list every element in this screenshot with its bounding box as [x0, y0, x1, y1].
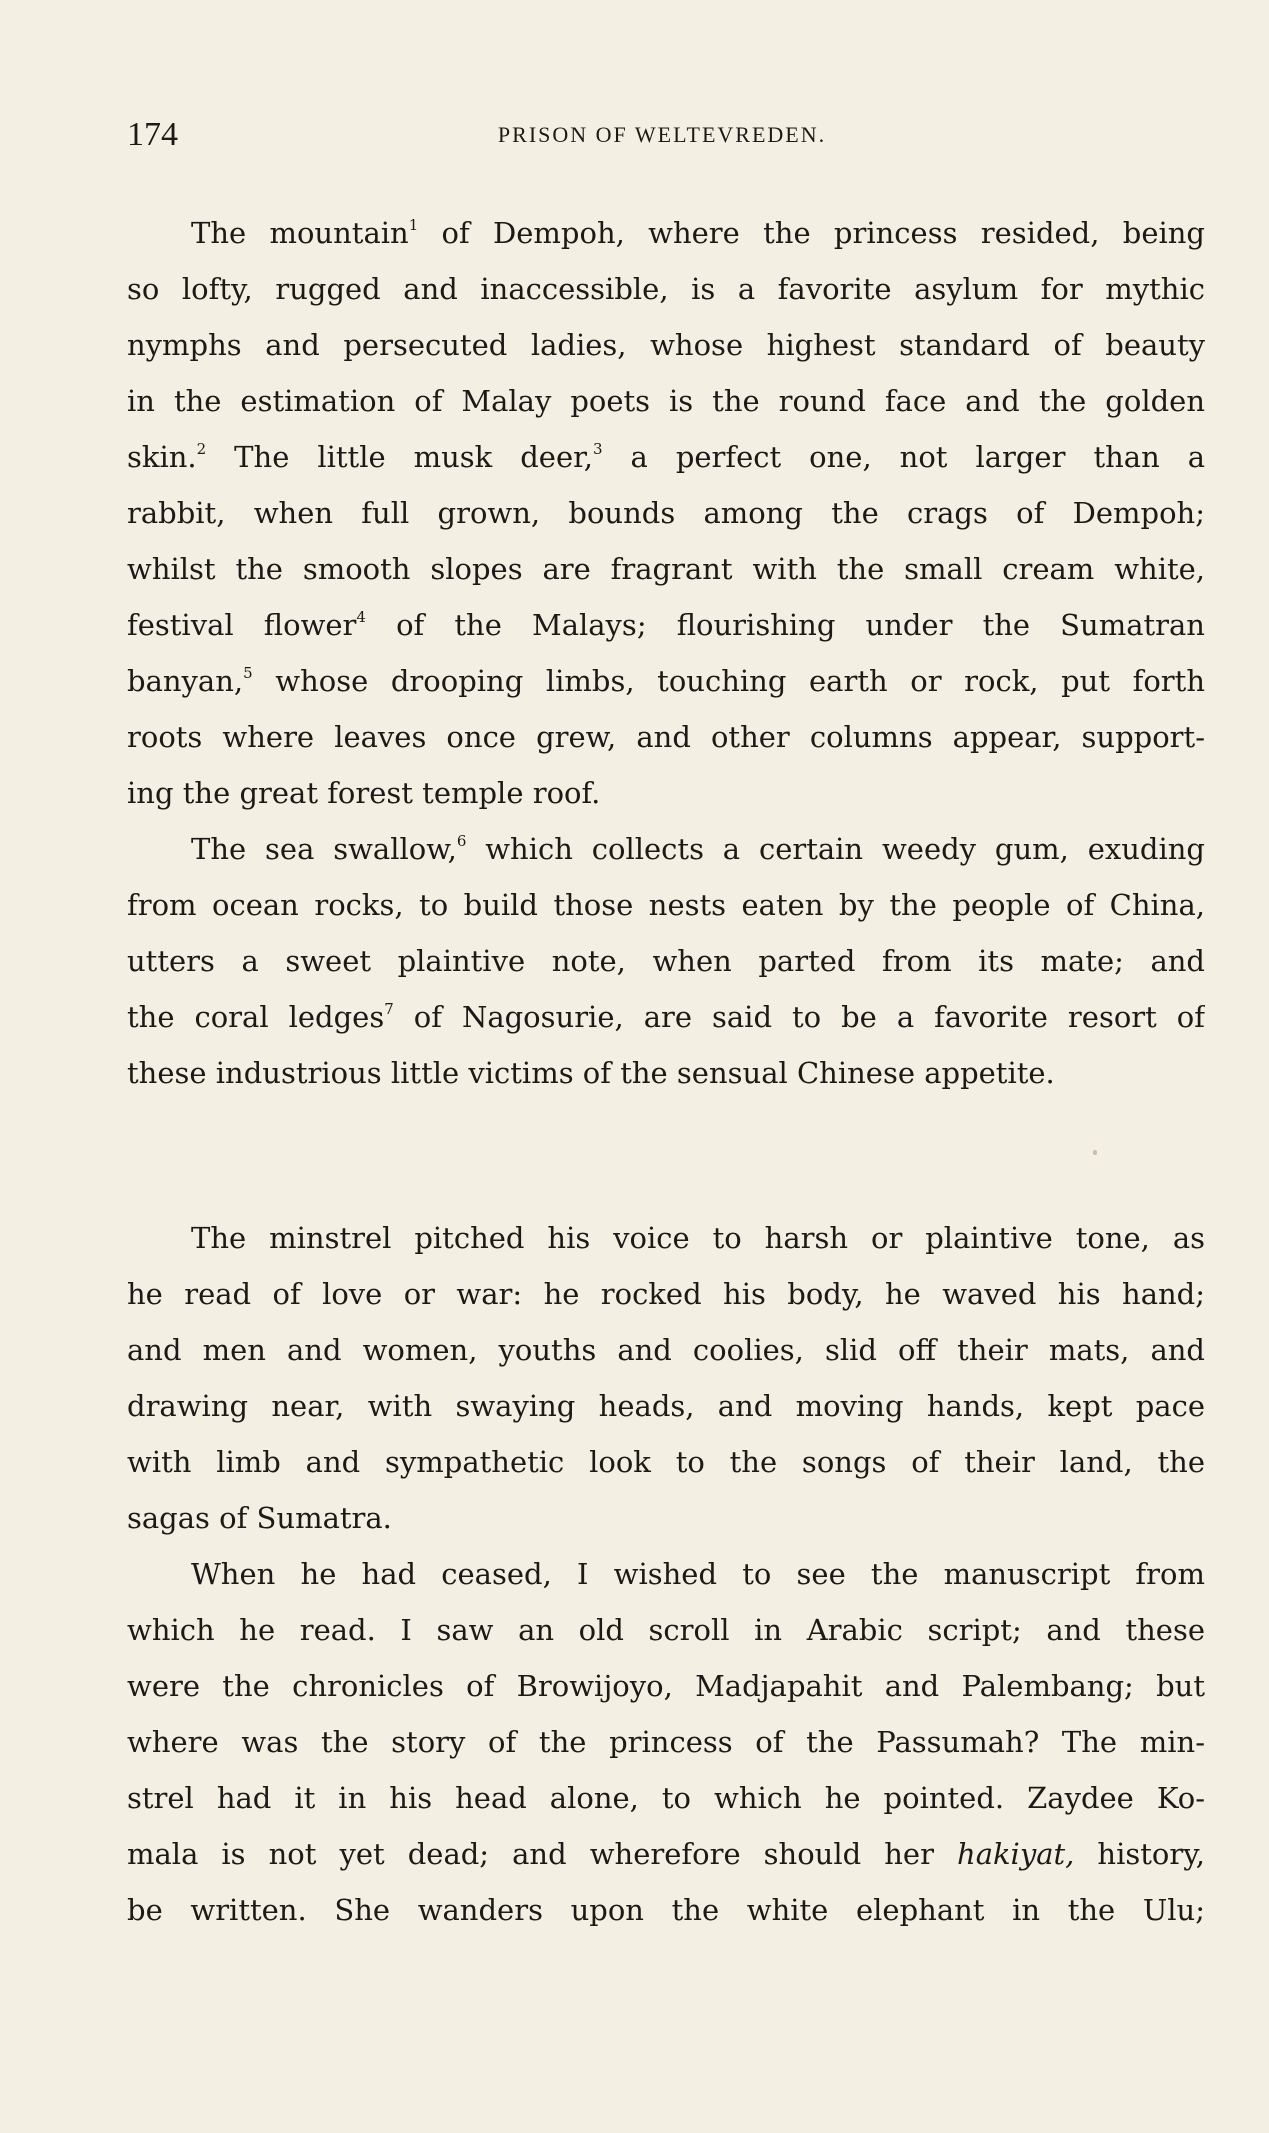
text-line: these industrious little victims of the sensual Chinese appetite. [127, 1056, 1055, 1090]
text-line: The mountain$^1$ of Dempoh, where the princess resided, being [191, 216, 1205, 250]
paragraph-mountain-of-dempoh [127, 205, 1205, 821]
text-line: skin.$^2$ The little musk deer,$^3$ a perfect one, not larger than a [127, 440, 1205, 474]
text-block-lower [127, 1210, 1205, 1938]
text-line: ing the great forest temple roof. [127, 776, 601, 810]
text-line: so lofty, rugged and inaccessible, is a favorite asylum for mythic [127, 272, 1205, 306]
text-line: When he had ceased, I wished to see the manuscript from [191, 1557, 1205, 1591]
running-head: PRISON OF WELTEVREDEN. [497, 122, 827, 147]
footnote-ref-1: 1 [408, 216, 419, 234]
text-line: with limb and sympathetic look to the songs of their land, the [127, 1445, 1205, 1479]
text-line: strel had it in his head alone, to which he pointed. Zaydee Ko- [127, 1781, 1205, 1815]
text-line: rabbit, when full grown, bounds among the crags of Dempoh; [127, 496, 1205, 530]
text-line: be written. She wanders upon the white elephant in the Ulu; [127, 1893, 1205, 1927]
page-header [127, 110, 1197, 160]
text-line: festival flower$^4$ of the Malays; flourishing under the Sumatran [127, 608, 1205, 642]
text-block-upper [127, 205, 1205, 1101]
paragraph-manuscript [127, 1546, 1205, 1938]
ink-speck [1093, 1150, 1097, 1155]
text-line: which he read. I saw an old scroll in Arabic script; and these [127, 1613, 1205, 1647]
text-line: roots where leaves once grew, and other columns appear, support- [127, 720, 1205, 754]
text-line: he read of love or war: he rocked his body, he waved his hand; [127, 1277, 1205, 1311]
footnote-ref-5: 5 [243, 664, 253, 682]
text-line: in the estimation of Malay poets is the round face and the golden [127, 384, 1205, 418]
text-line: nymphs and persecuted ladies, whose highest standard of beauty [127, 328, 1205, 362]
paragraph-minstrel [127, 1210, 1205, 1546]
text-line: banyan,$^5$ whose drooping limbs, touching earth or rock, put forth [127, 664, 1205, 698]
footnote-ref-3: 3 [593, 440, 603, 458]
text-line: whilst the smooth slopes are fragrant with the small cream white, [127, 552, 1205, 586]
text-line: and men and women, youths and coolies, slid off their mats, and [127, 1333, 1205, 1367]
text-line: from ocean rocks, to build those nests eaten by the people of China, [127, 888, 1205, 922]
page-number: 174 [127, 116, 178, 153]
footnote-ref-6: 6 [456, 832, 467, 850]
text-line: The minstrel pitched his voice to harsh or plaintive tone, as [191, 1221, 1205, 1255]
italic-term: hakiyat, [957, 1837, 1075, 1871]
text-line: were the chronicles of Browijoyo, Madjapahit and Palembang; but [127, 1669, 1205, 1703]
text-line: The sea swallow,$^6$ which collects a certain weedy gum, exuding [191, 832, 1205, 866]
footnote-ref-7: 7 [384, 1000, 394, 1018]
paragraph-sea-swallow [127, 821, 1205, 1101]
text-line: the coral ledges$^7$ of Nagosurie, are said to be a favorite resort of [127, 1000, 1205, 1034]
text-line: where was the story of the princess of the Passumah? The min- [127, 1725, 1205, 1759]
text-line: sagas of Sumatra. [127, 1501, 392, 1535]
text-line: utters a sweet plaintive note, when parted from its mate; and [127, 944, 1205, 978]
text-line: drawing near, with swaying heads, and moving hands, kept pace [127, 1389, 1205, 1423]
text-line: mala is not yet dead; and wherefore should her hakiyat, history, [127, 1837, 1205, 1871]
footnote-ref-4: 4 [356, 608, 366, 626]
footnote-ref-2: 2 [196, 440, 207, 458]
